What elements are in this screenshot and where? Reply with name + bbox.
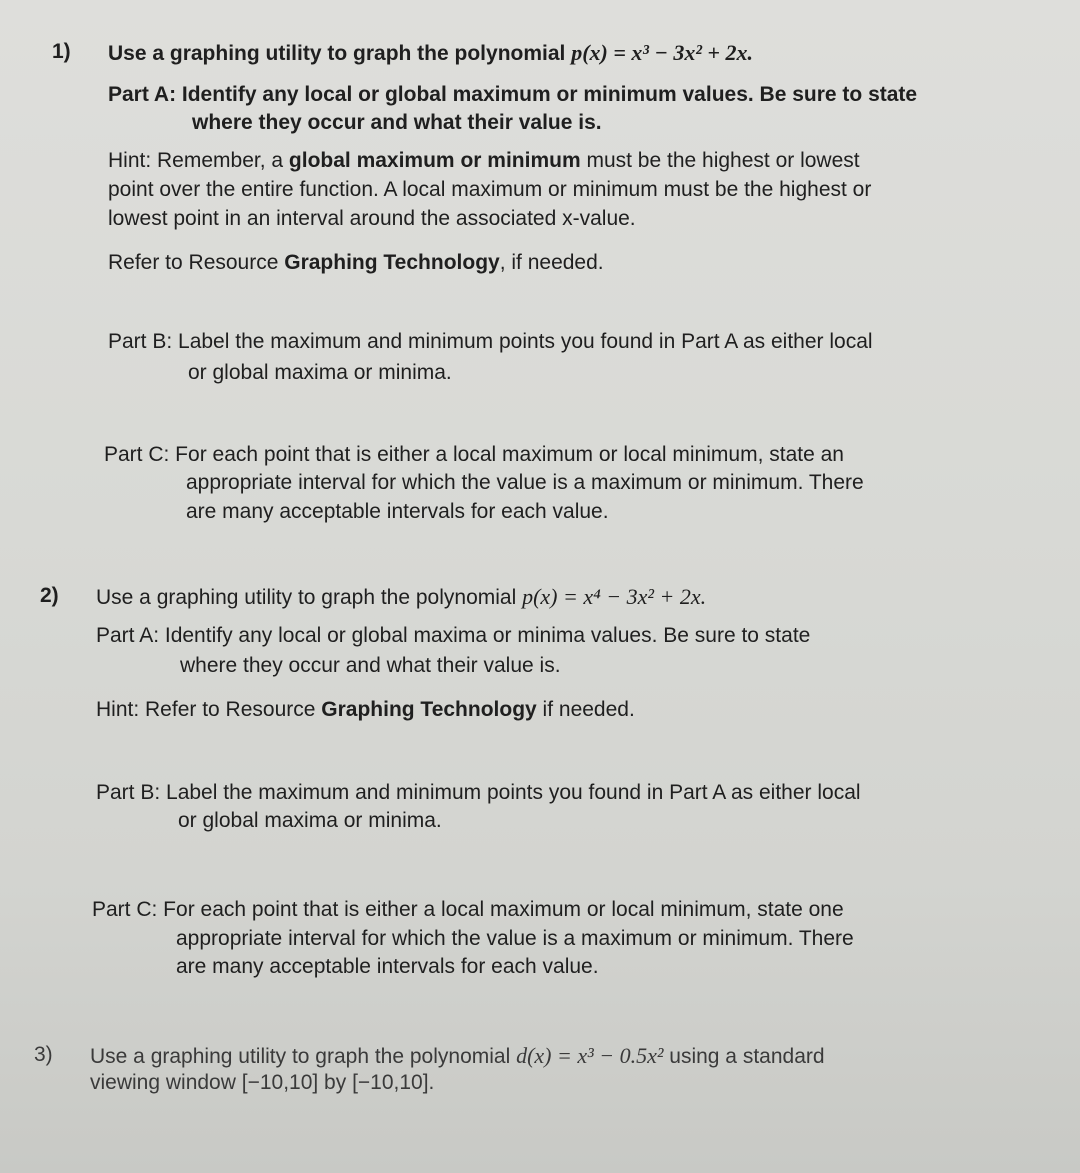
refer-tail: , if needed.: [499, 251, 604, 274]
refer-text: Refer to Resource: [108, 251, 285, 274]
viewing-window-line: viewing window [−10,10] by [−10,10].: [90, 1071, 435, 1094]
question-prompt: [90, 1043, 825, 1069]
part-b-line-1: Part B: Label the maximum and minimum points you found in Part A as either local: [108, 330, 873, 353]
part-b-line-2: or global maxima or minima.: [188, 361, 452, 384]
part-c-line-1: Part C: For each point that is either a local maximum or local minimum, state an: [104, 443, 844, 466]
prompt-text: Use a graphing utility to graph the polynomial: [90, 1045, 517, 1068]
hint-line-2: point over the entire function. A local maximum or minimum must be the highest or: [108, 178, 872, 201]
prompt-text: Use a graphing utility to graph the polynomial: [108, 42, 572, 65]
hint-line-1: [108, 149, 860, 173]
hint-line: [96, 698, 635, 722]
part-a-line-2: where they occur and what their value is.: [180, 654, 561, 677]
part-c-line-2: appropriate interval for which the value is a maximum or minimum. There: [176, 927, 854, 950]
question-prompt: [108, 40, 753, 66]
hint-tail: if needed.: [536, 698, 635, 721]
question-number: 1): [52, 40, 71, 63]
hint-text: Hint: Refer to Resource: [96, 698, 322, 721]
resource-link[interactable]: Graphing Technology: [321, 698, 537, 721]
refer-line: [108, 251, 604, 275]
part-c-line-1: Part C: For each point that is either a local maximum or local minimum, state one: [92, 898, 844, 921]
part-b-line-1: Part B: Label the maximum and minimum points you found in Part A as either local: [96, 781, 861, 804]
hint-line-3: lowest point in an interval around the associated x-value.: [108, 207, 636, 230]
prompt-tail: using a standard: [663, 1045, 825, 1068]
part-c-line-2: appropriate interval for which the value is a maximum or minimum. There: [186, 471, 864, 494]
part-c-line-3: are many acceptable intervals for each value.: [176, 955, 599, 978]
part-a-line-1: Part A: Identify any local or global maxima or minima values. Be sure to state: [96, 624, 811, 647]
question-number: 2): [40, 584, 59, 607]
question-number: 3): [34, 1043, 53, 1066]
part-a-line-2: where they occur and what their value is.: [192, 111, 602, 134]
prompt-text: Use a graphing utility to graph the polynomial: [96, 586, 523, 609]
polynomial-expression: p(x) = x⁴ − 3x² + 2x.: [522, 584, 707, 609]
part-c-line-3: are many acceptable intervals for each value.: [186, 500, 609, 523]
hint-emphasis: global maximum or minimum: [288, 149, 581, 172]
question-prompt: [96, 584, 706, 610]
part-b-line-2: or global maxima or minima.: [178, 809, 442, 832]
polynomial-expression: p(x) = x³ − 3x² + 2x.: [571, 40, 753, 65]
part-a-line-1: Part A: Identify any local or global maximum or minimum values. Be sure to state: [108, 83, 918, 106]
resource-link[interactable]: Graphing Technology: [284, 251, 500, 274]
polynomial-expression: d(x) = x³ − 0.5x²: [516, 1043, 664, 1068]
hint-text-tail: must be the highest or lowest: [580, 149, 860, 172]
hint-text: Hint: Remember, a: [108, 149, 289, 172]
